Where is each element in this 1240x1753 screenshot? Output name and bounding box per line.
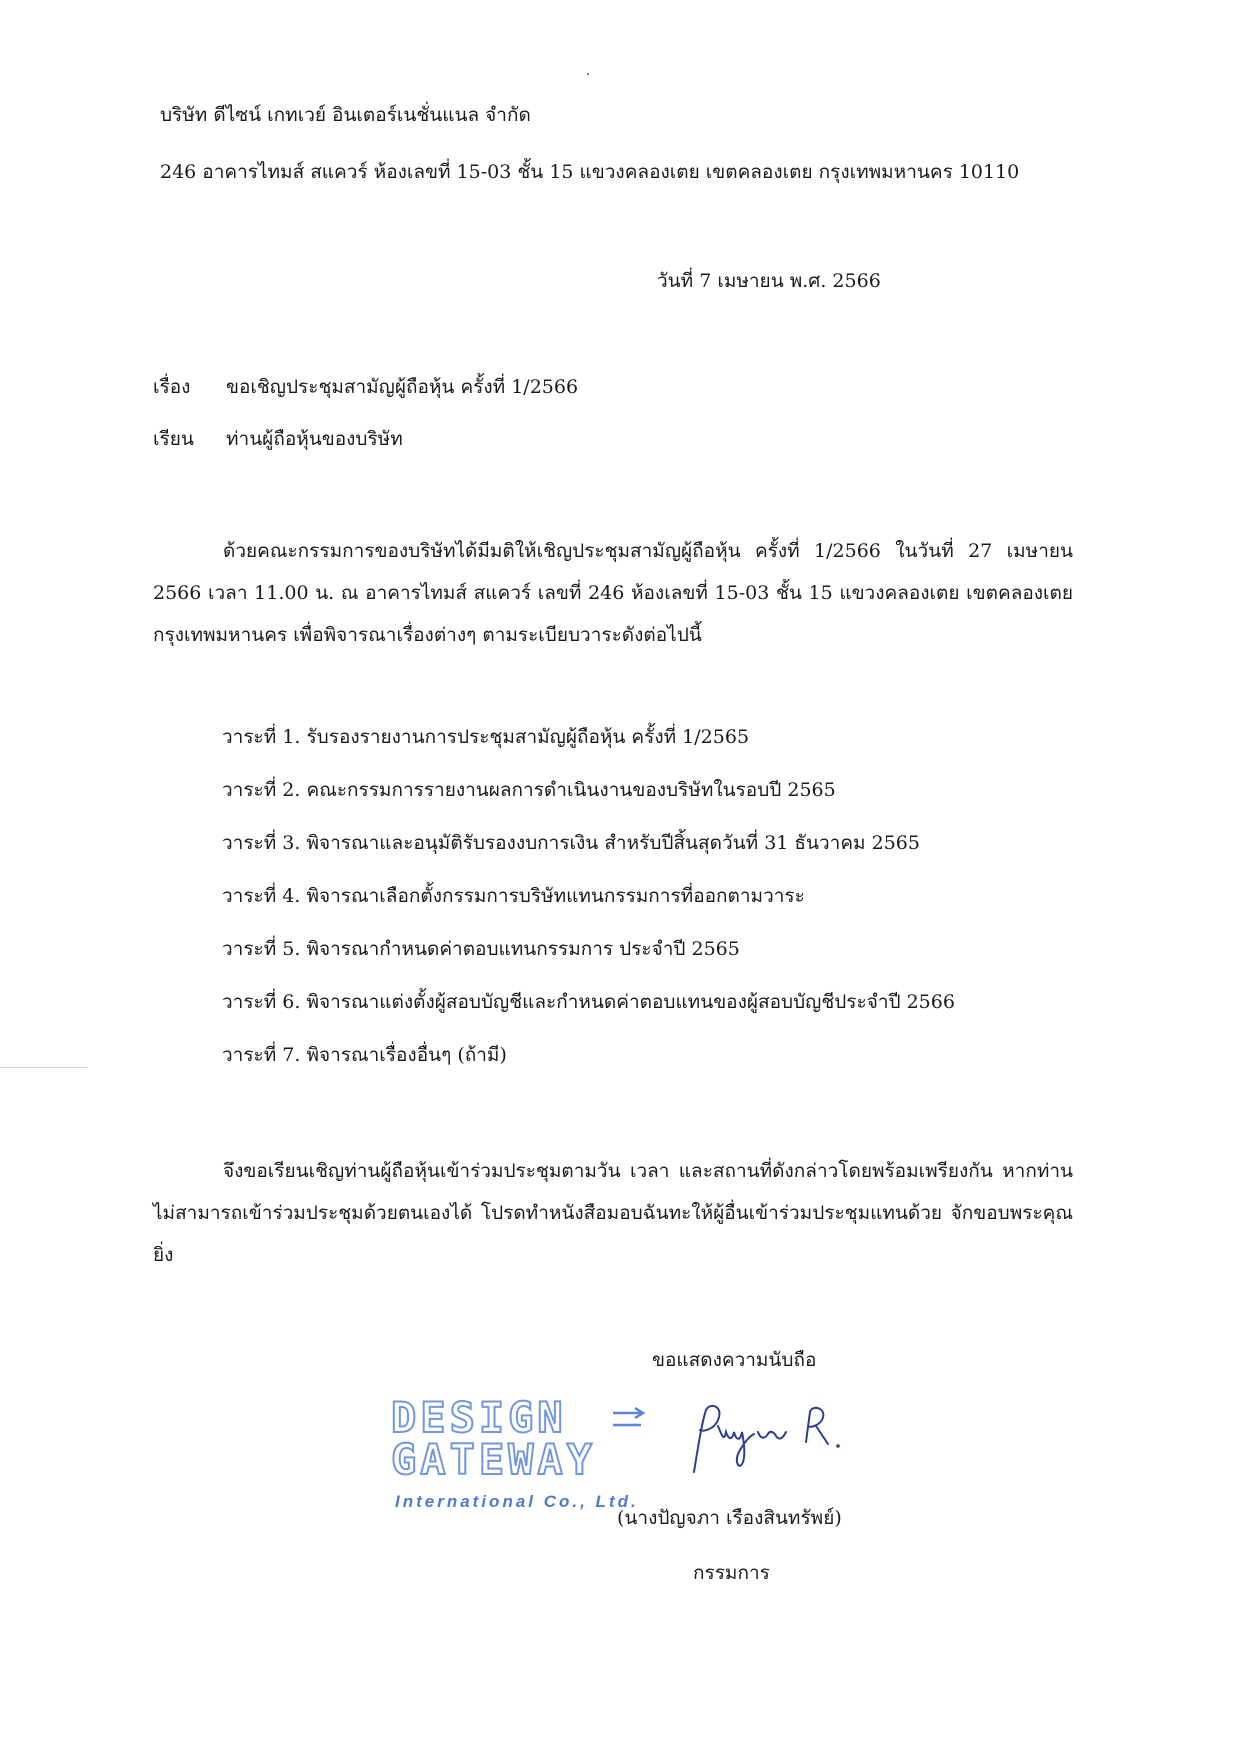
scan-edge-line: [0, 1067, 88, 1068]
closing-text: ขอแสดงความนับถือ: [652, 1349, 817, 1371]
handwritten-signature: [688, 1402, 848, 1482]
stamp-line-international: International Co., Ltd.: [395, 1492, 639, 1511]
signer-position: กรรมการ: [693, 1562, 770, 1584]
signer-name: (นางปัญจภา เรืองสินทรัพย์): [617, 1507, 842, 1529]
company-stamp: [387, 1393, 717, 1522]
intro-paragraph: ด้วยคณะกรรมการของบริษัทได้มีมติให้เชิญประชุมสามัญผู้ถือหุ้น ครั้งที่ 1/2566 ในวันที่ 27 เมษายน 2566 เวลา 11.00 น. ณ อาคารไทมส์ สแควร์ เลขที่ 246 ห้องเลขที่ 15-03 ชั้น 15 แขวงคลองเตย เขตคลองเตย กรุงเทพมหานคร เพื่อพิจารณาเรื่องต่างๆ ตามระเบียบวาระดังต่อไปนี้: [153, 540, 1073, 646]
agenda-item-3: วาระที่ 3. พิจารณาและอนุมัติรับรองงบการเงิน สำหรับปีสิ้นสุดวันที่ 31 ธันวาคม 2565: [222, 832, 920, 854]
subject-label: เรื่อง: [153, 376, 191, 398]
company-address: 246 อาคารไทมส์ สแควร์ ห้องเลขที่ 15-03 ชั้น 15 แขวงคลองเตย เขตคลองเตย กรุงเทพมหานคร 10110: [160, 161, 1020, 183]
stamp-arrow-icon: [611, 1405, 651, 1435]
agenda-item-6: วาระที่ 6. พิจารณาแต่งตั้งผู้สอบบัญชีและกำหนดค่าตอบแทนของผู้สอบบัญชีประจำปี 2566: [222, 991, 955, 1013]
salutation-label: เรียน: [153, 428, 194, 450]
salutation-row: [153, 430, 403, 449]
agenda-list: [222, 728, 955, 1099]
subject-text: ขอเชิญประชุมสามัญผู้ถือหุ้น ครั้งที่ 1/2566: [226, 376, 579, 398]
agenda-item-7: วาระที่ 7. พิจารณาเรื่องอื่นๆ (ถ้ามี): [222, 1044, 507, 1066]
agenda-item-2: วาระที่ 2. คณะกรรมการรายงานผลการดำเนินงานของบริษัทในรอบปี 2565: [222, 779, 836, 801]
stamp-line-design: DESIGN: [391, 1393, 567, 1442]
company-name: บริษัท ดีไซน์ เกทเวย์ อินเตอร์เนชั่นแนล จำกัด: [160, 104, 531, 126]
stamp-line-gateway: GATEWAY: [391, 1435, 597, 1484]
agenda-item-4: วาระที่ 4. พิจารณาเลือกตั้งกรรมการบริษัทแทนกรรมการที่ออกตามวาระ: [222, 885, 805, 907]
agenda-item-5: วาระที่ 5. พิจารณากำหนดค่าตอบแทนกรรมการ ประจำปี 2565: [222, 938, 740, 960]
salutation-text: ท่านผู้ถือหุ้นของบริษัท: [226, 428, 403, 450]
closing-paragraph: จึงขอเรียนเชิญท่านผู้ถือหุ้นเข้าร่วมประชุมตามวัน เวลา และสถานที่ดังกล่าวโดยพร้อมเพรียงกัน หากท่านไม่สามารถเข้าร่วมประชุมด้วยตนเองได้ โปรดทำหนังสือมอบฉันทะให้ผู้อื่นเข้าร่วมประชุมแทนด้วย จักขอบพระคุณยิ่ง: [153, 1160, 1073, 1266]
letter-date: วันที่ 7 เมษายน พ.ศ. 2566: [657, 270, 881, 292]
agenda-item-1: วาระที่ 1. รับรองรายงานการประชุมสามัญผู้ถือหุ้น ครั้งที่ 1/2565: [222, 726, 750, 748]
subject-row: [153, 378, 578, 397]
scan-speck: [587, 73, 589, 75]
